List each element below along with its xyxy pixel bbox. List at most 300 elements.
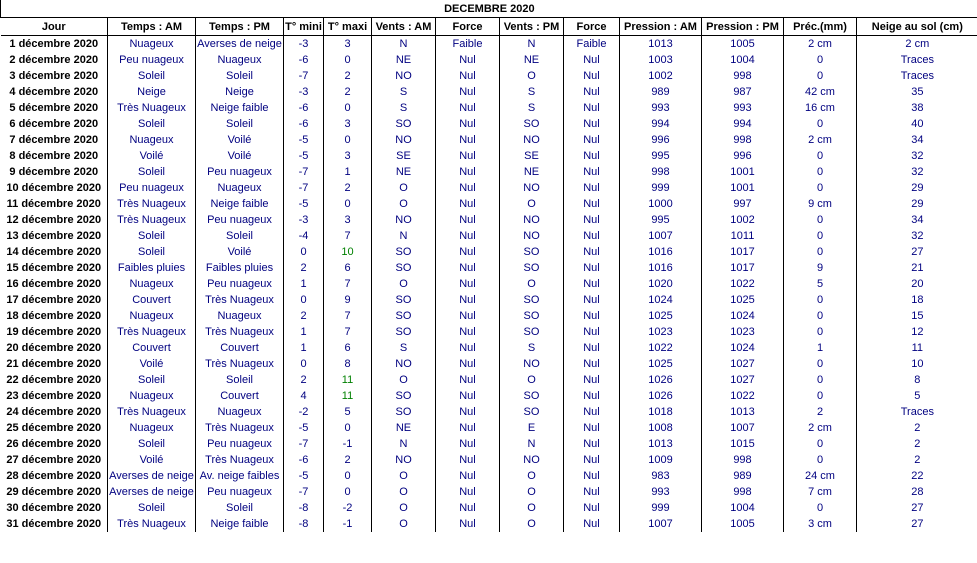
- cell-pressure-am: 1003: [620, 52, 702, 68]
- cell-wind-force-pm: Nul: [564, 180, 620, 196]
- cell-wind-am: SO: [372, 260, 436, 276]
- cell-weather-pm: Peu nuageux: [196, 484, 284, 500]
- cell-snow-depth: 29: [857, 196, 977, 212]
- cell-temp-min: -5: [284, 148, 324, 164]
- cell-date: 15 décembre 2020: [6, 262, 102, 274]
- cell-wind-am: O: [372, 468, 436, 484]
- cell-weather-am: Soleil: [108, 228, 196, 244]
- cell-wind-force-am: Nul: [436, 340, 500, 356]
- cell-pressure-pm: 1001: [702, 164, 784, 180]
- cell-pressure-pm: 989: [702, 468, 784, 484]
- cell-wind-pm: S: [500, 84, 564, 100]
- cell-pressure-pm: 1001: [702, 180, 784, 196]
- table-row: [1, 420, 977, 436]
- cell-pressure-am: 993: [620, 484, 702, 500]
- cell-weather-pm: Voilé: [196, 132, 284, 148]
- cell-weather-pm: Neige faible: [196, 516, 284, 532]
- cell-snow-depth: 2: [857, 436, 977, 452]
- cell-weather-pm: Neige faible: [196, 196, 284, 212]
- cell-temp-max: 7: [324, 276, 372, 292]
- cell-wind-pm: SO: [500, 308, 564, 324]
- cell-weather-pm: Soleil: [196, 228, 284, 244]
- cell-pressure-am: 1016: [620, 244, 702, 260]
- cell-wind-am: O: [372, 276, 436, 292]
- cell-pressure-am: 995: [620, 148, 702, 164]
- cell-temp-max: 0: [324, 132, 372, 148]
- cell-wind-force-pm: Nul: [564, 340, 620, 356]
- table-row: [1, 340, 977, 356]
- cell-wind-force-pm: Nul: [564, 276, 620, 292]
- cell-date: 26 décembre 2020: [6, 438, 102, 450]
- cell-wind-am: SO: [372, 308, 436, 324]
- cell-snow-depth: 5: [857, 388, 977, 404]
- cell-precipitation: 9 cm: [784, 196, 857, 212]
- cell-wind-force-am: Nul: [436, 132, 500, 148]
- cell-wind-pm: O: [500, 372, 564, 388]
- cell-temp-min: -5: [284, 196, 324, 212]
- cell-pressure-am: 994: [620, 116, 702, 132]
- cell-pressure-am: 1020: [620, 276, 702, 292]
- table-row: [1, 436, 977, 452]
- cell-wind-force-am: Nul: [436, 148, 500, 164]
- cell-wind-force-am: Nul: [436, 68, 500, 84]
- cell-date: 28 décembre 2020: [6, 470, 102, 482]
- cell-temp-max: 2: [324, 84, 372, 100]
- cell-pressure-am: 1025: [620, 308, 702, 324]
- cell-precipitation: 3 cm: [784, 516, 857, 532]
- cell-temp-min: 2: [284, 372, 324, 388]
- cell-wind-am: S: [372, 340, 436, 356]
- cell-wind-am: SO: [372, 388, 436, 404]
- cell-pressure-am: 1022: [620, 340, 702, 356]
- cell-temp-max: 2: [324, 180, 372, 196]
- cell-pressure-am: 1013: [620, 436, 702, 452]
- cell-wind-force-am: Nul: [436, 516, 500, 532]
- cell-snow-depth: 29: [857, 180, 977, 196]
- cell-precipitation: 0: [784, 356, 857, 372]
- cell-wind-am: O: [372, 180, 436, 196]
- cell-wind-pm: NO: [500, 212, 564, 228]
- cell-wind-pm: S: [500, 100, 564, 116]
- cell-pressure-pm: 987: [702, 84, 784, 100]
- cell-temp-max: 8: [324, 356, 372, 372]
- cell-temp-min: -7: [284, 484, 324, 500]
- cell-weather-am: Faibles pluies: [108, 260, 196, 276]
- cell-weather-pm: Soleil: [196, 116, 284, 132]
- cell-wind-pm: NO: [500, 180, 564, 196]
- cell-wind-force-pm: Nul: [564, 212, 620, 228]
- cell-snow-depth: 27: [857, 244, 977, 260]
- cell-date: 13 décembre 2020: [6, 230, 102, 242]
- cell-weather-am: Très Nuageux: [108, 516, 196, 532]
- table-row: [1, 180, 977, 196]
- cell-snow-depth: 32: [857, 228, 977, 244]
- cell-precipitation: 0: [784, 500, 857, 516]
- cell-weather-pm: Nuageux: [196, 180, 284, 196]
- cell-weather-pm: Peu nuageux: [196, 164, 284, 180]
- cell-wind-am: SO: [372, 116, 436, 132]
- cell-temp-min: -4: [284, 228, 324, 244]
- cell-temp-max: 0: [324, 468, 372, 484]
- cell-temp-max: 0: [324, 484, 372, 500]
- cell-temp-max: 6: [324, 340, 372, 356]
- cell-weather-am: Peu nuageux: [108, 180, 196, 196]
- cell-snow-depth: 12: [857, 324, 977, 340]
- cell-wind-force-am: Nul: [436, 452, 500, 468]
- cell-date: 27 décembre 2020: [6, 454, 102, 466]
- cell-temp-max: -1: [324, 436, 372, 452]
- cell-wind-force-am: Nul: [436, 468, 500, 484]
- cell-wind-force-am: Nul: [436, 388, 500, 404]
- cell-wind-force-am: Nul: [436, 324, 500, 340]
- cell-snow-depth: Traces: [857, 404, 977, 420]
- table-row: [1, 228, 977, 244]
- cell-wind-force-am: Nul: [436, 292, 500, 308]
- cell-wind-force-am: Nul: [436, 436, 500, 452]
- cell-snow-depth: 38: [857, 100, 977, 116]
- cell-wind-force-pm: Nul: [564, 484, 620, 500]
- cell-wind-force-pm: Nul: [564, 164, 620, 180]
- cell-snow-depth: 2 cm: [857, 36, 977, 53]
- cell-wind-force-pm: Nul: [564, 116, 620, 132]
- cell-wind-force-am: Nul: [436, 244, 500, 260]
- cell-pressure-am: 1016: [620, 260, 702, 276]
- cell-wind-force-pm: Nul: [564, 452, 620, 468]
- cell-wind-force-pm: Nul: [564, 388, 620, 404]
- cell-weather-am: Voilé: [108, 452, 196, 468]
- cell-date: 6 décembre 2020: [9, 118, 99, 130]
- cell-precipitation: 2 cm: [784, 132, 857, 148]
- cell-temp-min: -6: [284, 452, 324, 468]
- cell-weather-pm: Neige: [196, 84, 284, 100]
- cell-temp-min: -6: [284, 116, 324, 132]
- table-row: [1, 452, 977, 468]
- cell-wind-force-am: Nul: [436, 212, 500, 228]
- cell-wind-am: NO: [372, 132, 436, 148]
- cell-weather-pm: Très Nuageux: [196, 452, 284, 468]
- cell-temp-max: 6: [324, 260, 372, 276]
- cell-pressure-am: 1024: [620, 292, 702, 308]
- cell-wind-force-pm: Nul: [564, 324, 620, 340]
- table-row: [1, 308, 977, 324]
- cell-temp-min: -7: [284, 180, 324, 196]
- cell-wind-force-am: Nul: [436, 356, 500, 372]
- cell-temp-max: 2: [324, 452, 372, 468]
- cell-wind-am: SO: [372, 244, 436, 260]
- cell-weather-pm: Voilé: [196, 148, 284, 164]
- cell-wind-force-pm: Nul: [564, 500, 620, 516]
- cell-weather-pm: Très Nuageux: [196, 356, 284, 372]
- cell-date: 14 décembre 2020: [6, 246, 102, 258]
- cell-snow-depth: 2: [857, 420, 977, 436]
- cell-wind-force-pm: Nul: [564, 436, 620, 452]
- table-row: [1, 212, 977, 228]
- cell-pressure-am: 993: [620, 100, 702, 116]
- cell-wind-am: SO: [372, 404, 436, 420]
- cell-pressure-pm: 998: [702, 484, 784, 500]
- cell-temp-max: 0: [324, 196, 372, 212]
- cell-snow-depth: 27: [857, 500, 977, 516]
- cell-weather-am: Soleil: [108, 164, 196, 180]
- cell-wind-pm: SO: [500, 404, 564, 420]
- cell-temp-min: -5: [284, 420, 324, 436]
- cell-pressure-pm: 1005: [702, 516, 784, 532]
- cell-wind-force-pm: Nul: [564, 132, 620, 148]
- cell-wind-force-am: Nul: [436, 164, 500, 180]
- cell-weather-pm: Nuageux: [196, 404, 284, 420]
- cell-wind-am: SO: [372, 292, 436, 308]
- cell-weather-pm: Voilé: [196, 244, 284, 260]
- cell-date: 7 décembre 2020: [9, 134, 99, 146]
- cell-precipitation: 7 cm: [784, 484, 857, 500]
- cell-date: 18 décembre 2020: [6, 310, 102, 322]
- cell-wind-force-pm: Faible: [564, 36, 620, 53]
- cell-pressure-pm: 998: [702, 68, 784, 84]
- cell-wind-am: S: [372, 100, 436, 116]
- cell-date: 19 décembre 2020: [6, 326, 102, 338]
- cell-temp-min: -5: [284, 132, 324, 148]
- header-precipitation: Préc.(mm): [784, 18, 857, 36]
- cell-temp-min: -7: [284, 68, 324, 84]
- cell-wind-force-am: Nul: [436, 404, 500, 420]
- cell-pressure-am: 998: [620, 164, 702, 180]
- cell-temp-min: -2: [284, 404, 324, 420]
- cell-pressure-am: 1007: [620, 228, 702, 244]
- cell-snow-depth: 15: [857, 308, 977, 324]
- cell-wind-pm: NE: [500, 164, 564, 180]
- cell-snow-depth: 32: [857, 148, 977, 164]
- cell-precipitation: 0: [784, 244, 857, 260]
- cell-temp-min: -3: [284, 84, 324, 100]
- cell-pressure-am: 1025: [620, 356, 702, 372]
- cell-wind-force-am: Nul: [436, 180, 500, 196]
- cell-pressure-pm: 1007: [702, 420, 784, 436]
- cell-weather-pm: Couvert: [196, 388, 284, 404]
- cell-pressure-pm: 996: [702, 148, 784, 164]
- table-row: [1, 516, 977, 532]
- cell-wind-force-pm: Nul: [564, 372, 620, 388]
- cell-snow-depth: 22: [857, 468, 977, 484]
- cell-temp-min: 4: [284, 388, 324, 404]
- header-force-pm: Force: [564, 18, 620, 36]
- cell-snow-depth: 20: [857, 276, 977, 292]
- cell-precipitation: 2 cm: [784, 36, 857, 53]
- cell-temp-min: -3: [284, 36, 324, 53]
- header-vents-pm: Vents : PM: [500, 18, 564, 36]
- cell-pressure-pm: 1022: [702, 276, 784, 292]
- cell-weather-pm: Nuageux: [196, 308, 284, 324]
- cell-snow-depth: 34: [857, 132, 977, 148]
- cell-precipitation: 9: [784, 260, 857, 276]
- cell-precipitation: 0: [784, 372, 857, 388]
- cell-weather-am: Soleil: [108, 116, 196, 132]
- cell-pressure-pm: 1025: [702, 292, 784, 308]
- cell-weather-am: Nuageux: [108, 388, 196, 404]
- cell-weather-am: Peu nuageux: [108, 52, 196, 68]
- cell-temp-max: 9: [324, 292, 372, 308]
- cell-wind-am: O: [372, 484, 436, 500]
- cell-date: 11 décembre 2020: [6, 198, 101, 210]
- cell-pressure-am: 1023: [620, 324, 702, 340]
- cell-weather-pm: Soleil: [196, 68, 284, 84]
- cell-wind-force-am: Nul: [436, 484, 500, 500]
- header-temps-pm: Temps : PM: [196, 18, 284, 36]
- cell-wind-force-pm: Nul: [564, 228, 620, 244]
- cell-wind-force-am: Nul: [436, 420, 500, 436]
- cell-wind-am: SO: [372, 324, 436, 340]
- cell-snow-depth: 10: [857, 356, 977, 372]
- cell-wind-force-am: Nul: [436, 372, 500, 388]
- cell-wind-pm: O: [500, 276, 564, 292]
- cell-weather-am: Neige: [108, 84, 196, 100]
- cell-temp-max: -2: [324, 500, 372, 516]
- cell-date: 24 décembre 2020: [6, 406, 102, 418]
- table-row: [1, 372, 977, 388]
- cell-pressure-pm: 1024: [702, 340, 784, 356]
- cell-pressure-pm: 1004: [702, 52, 784, 68]
- cell-temp-max: 3: [324, 36, 372, 53]
- cell-wind-am: NE: [372, 164, 436, 180]
- cell-pressure-am: 1007: [620, 516, 702, 532]
- cell-wind-pm: O: [500, 196, 564, 212]
- cell-date: 22 décembre 2020: [6, 374, 102, 386]
- cell-precipitation: 0: [784, 324, 857, 340]
- cell-weather-pm: Faibles pluies: [196, 260, 284, 276]
- cell-temp-max: 7: [324, 324, 372, 340]
- cell-pressure-pm: 1004: [702, 500, 784, 516]
- cell-wind-pm: NO: [500, 132, 564, 148]
- cell-date: 9 décembre 2020: [9, 166, 99, 178]
- cell-temp-max: 7: [324, 228, 372, 244]
- cell-wind-am: N: [372, 36, 436, 53]
- cell-weather-pm: Très Nuageux: [196, 292, 284, 308]
- cell-date: 2 décembre 2020: [9, 54, 99, 66]
- cell-date: 23 décembre 2020: [6, 390, 102, 402]
- cell-weather-am: Nuageux: [108, 132, 196, 148]
- table-row: [1, 148, 977, 164]
- cell-precipitation: 0: [784, 148, 857, 164]
- cell-precipitation: 2 cm: [784, 420, 857, 436]
- cell-date: 8 décembre 2020: [9, 150, 99, 162]
- cell-wind-pm: O: [500, 484, 564, 500]
- cell-wind-force-pm: Nul: [564, 100, 620, 116]
- cell-temp-min: 0: [284, 244, 324, 260]
- table-row: [1, 164, 977, 180]
- cell-precipitation: 16 cm: [784, 100, 857, 116]
- cell-weather-am: Très Nuageux: [108, 404, 196, 420]
- cell-weather-pm: Averses de neige: [196, 36, 284, 53]
- cell-snow-depth: 2: [857, 452, 977, 468]
- cell-wind-force-am: Nul: [436, 500, 500, 516]
- cell-date: 25 décembre 2020: [6, 422, 102, 434]
- cell-wind-force-pm: Nul: [564, 468, 620, 484]
- cell-wind-pm: N: [500, 36, 564, 53]
- cell-snow-depth: 18: [857, 292, 977, 308]
- cell-pressure-am: 983: [620, 468, 702, 484]
- cell-precipitation: 0: [784, 212, 857, 228]
- cell-pressure-pm: 1027: [702, 372, 784, 388]
- header-neige-au-sol: Neige au sol (cm): [857, 18, 977, 36]
- cell-precipitation: 0: [784, 180, 857, 196]
- cell-wind-force-am: Nul: [436, 276, 500, 292]
- cell-wind-pm: SO: [500, 292, 564, 308]
- cell-wind-force-am: Nul: [436, 52, 500, 68]
- cell-precipitation: 0: [784, 68, 857, 84]
- cell-wind-pm: SO: [500, 324, 564, 340]
- cell-wind-am: NE: [372, 52, 436, 68]
- cell-pressure-am: 1009: [620, 452, 702, 468]
- cell-pressure-am: 1002: [620, 68, 702, 84]
- cell-precipitation: 0: [784, 388, 857, 404]
- cell-wind-force-pm: Nul: [564, 516, 620, 532]
- cell-wind-force-pm: Nul: [564, 356, 620, 372]
- cell-temp-max: 10: [324, 244, 372, 260]
- cell-wind-pm: SE: [500, 148, 564, 164]
- cell-precipitation: 2: [784, 404, 857, 420]
- cell-temp-min: -7: [284, 164, 324, 180]
- cell-temp-max: 5: [324, 404, 372, 420]
- cell-wind-pm: N: [500, 436, 564, 452]
- cell-temp-max: 2: [324, 68, 372, 84]
- cell-wind-force-am: Nul: [436, 100, 500, 116]
- cell-pressure-am: 1018: [620, 404, 702, 420]
- table-row: [1, 100, 977, 116]
- column-header-row: [1, 18, 977, 36]
- cell-wind-am: NO: [372, 452, 436, 468]
- cell-snow-depth: 34: [857, 212, 977, 228]
- cell-pressure-am: 1008: [620, 420, 702, 436]
- table-row: [1, 500, 977, 516]
- cell-weather-pm: Peu nuageux: [196, 212, 284, 228]
- header-vents-am: Vents : AM: [372, 18, 436, 36]
- cell-weather-am: Couvert: [108, 340, 196, 356]
- cell-pressure-am: 999: [620, 500, 702, 516]
- cell-snow-depth: Traces: [857, 52, 977, 68]
- cell-snow-depth: Traces: [857, 68, 977, 84]
- cell-pressure-am: 1026: [620, 388, 702, 404]
- table-row: [1, 484, 977, 500]
- cell-weather-pm: Soleil: [196, 372, 284, 388]
- cell-wind-pm: NO: [500, 452, 564, 468]
- cell-weather-am: Soleil: [108, 436, 196, 452]
- cell-precipitation: 0: [784, 436, 857, 452]
- cell-pressure-pm: 1023: [702, 324, 784, 340]
- table-row: [1, 244, 977, 260]
- cell-date: 3 décembre 2020: [9, 70, 99, 82]
- cell-precipitation: 1: [784, 340, 857, 356]
- cell-weather-pm: Nuageux: [196, 52, 284, 68]
- cell-wind-force-pm: Nul: [564, 148, 620, 164]
- cell-temp-min: 0: [284, 292, 324, 308]
- cell-precipitation: 5: [784, 276, 857, 292]
- cell-temp-min: 2: [284, 308, 324, 324]
- cell-wind-force-am: Nul: [436, 116, 500, 132]
- table-row: [1, 132, 977, 148]
- cell-wind-am: NE: [372, 420, 436, 436]
- cell-weather-am: Très Nuageux: [108, 196, 196, 212]
- table-row: [1, 468, 977, 484]
- cell-weather-am: Soleil: [108, 68, 196, 84]
- sheet-title: DECEMBRE 2020: [1, 0, 977, 18]
- cell-pressure-am: 995: [620, 212, 702, 228]
- cell-temp-max: 3: [324, 212, 372, 228]
- cell-date: 17 décembre 2020: [6, 294, 102, 306]
- cell-precipitation: 0: [784, 164, 857, 180]
- cell-snow-depth: 40: [857, 116, 977, 132]
- header-force-am: Force: [436, 18, 500, 36]
- cell-weather-am: Voilé: [108, 356, 196, 372]
- cell-pressure-am: 989: [620, 84, 702, 100]
